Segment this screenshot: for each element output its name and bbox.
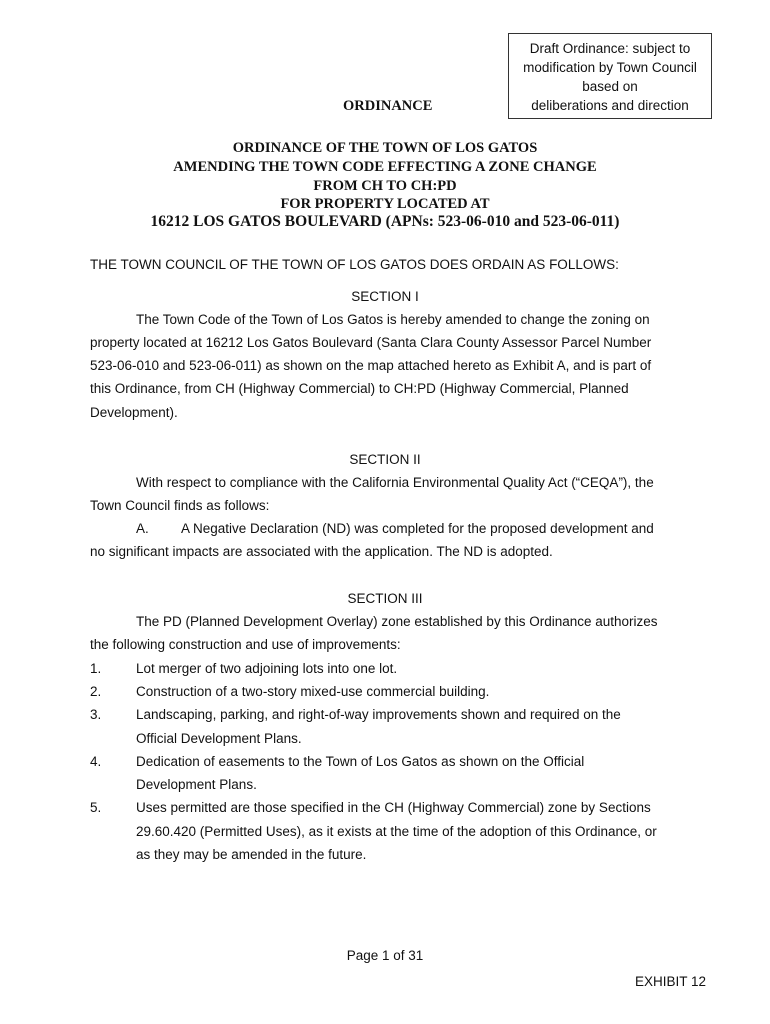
list-item-text: Dedication of easements to the Town of Los Gatos as shown on the Official: [136, 754, 585, 769]
title-line-1: ORDINANCE OF THE TOWN OF LOS GATOS: [232, 140, 538, 156]
draft-note-line: deliberations and direction: [531, 98, 689, 113]
draft-note-line: modification by Town Council: [523, 60, 697, 75]
list-item-number: 3.: [90, 707, 102, 722]
list-item-number: 1.: [90, 661, 102, 676]
section-2-item-a-line: no significant impacts are associated with the application. The ND is adopted.: [90, 544, 553, 559]
draft-note-line: based on: [582, 79, 638, 94]
list-item-text: Uses permitted are those specified in the CH (Highway Commercial) zone by Sections: [136, 800, 651, 815]
preamble: THE TOWN COUNCIL OF THE TOWN OF LOS GATOS DOES ORDAIN AS FOLLOWS:: [90, 257, 619, 272]
list-item-number: 4.: [90, 754, 102, 769]
section-1-line: The Town Code of the Town of Los Gatos is hereby amended to change the zoning on: [136, 312, 650, 327]
page-number: Page 1 of 31: [346, 948, 424, 963]
exhibit-label: EXHIBIT 12: [635, 974, 707, 989]
section-3-line: The PD (Planned Development Overlay) zone established by this Ordinance authorizes: [136, 614, 658, 629]
section-1-line: this Ordinance, from CH (Highway Commercial) to CH:PD (Highway Commercial, Planned: [90, 381, 629, 396]
section-3-heading: SECTION III: [347, 591, 423, 606]
list-item-text: Lot merger of two adjoining lots into one lot.: [136, 661, 398, 676]
title-line-4: FOR PROPERTY LOCATED AT: [280, 196, 490, 212]
draft-note-line: Draft Ordinance: subject to: [529, 41, 691, 56]
list-item-text: Construction of a two-story mixed-use commercial building.: [136, 684, 490, 699]
title-line-5: 16212 LOS GATOS BOULEVARD (APNs: 523-06-010 and 523-06-011): [150, 213, 620, 230]
section-2-line: With respect to compliance with the California Environmental Quality Act (“CEQA”), the: [136, 475, 654, 490]
list-item-text: Landscaping, parking, and right-of-way improvements shown and required on the: [136, 707, 621, 722]
section-1-heading: SECTION I: [351, 289, 419, 304]
section-3-line: the following construction and use of improvements:: [90, 637, 401, 652]
section-2-item-a-label: A.: [136, 521, 149, 536]
list-item-text: Development Plans.: [136, 777, 257, 792]
section-2-line: Town Council finds as follows:: [90, 498, 270, 513]
section-2-item-a-line: A Negative Declaration (ND) was completed for the proposed development and: [181, 521, 654, 536]
list-item-text: as they may be amended in the future.: [136, 847, 367, 862]
page-heading: ORDINANCE: [343, 98, 433, 114]
title-line-3: FROM CH TO CH:PD: [313, 178, 457, 194]
list-item-number: 2.: [90, 684, 102, 699]
list-item-text: Official Development Plans.: [136, 731, 302, 746]
section-1-line: Development).: [90, 405, 178, 420]
section-1-line: property located at 16212 Los Gatos Boulevard (Santa Clara County Assessor Parcel Number: [90, 335, 652, 350]
section-1-line: 523-06-010 and 523-06-011) as shown on the map attached hereto as Exhibit A, and is part of: [90, 358, 652, 373]
draft-note-box: [508, 33, 712, 119]
list-item-text: 29.60.420 (Permitted Uses), as it exists at the time of the adoption of this Ordinance, or: [136, 824, 657, 839]
title-line-2: AMENDING THE TOWN CODE EFFECTING A ZONE CHANGE: [173, 159, 597, 175]
section-2-heading: SECTION II: [349, 452, 421, 467]
list-item-number: 5.: [90, 800, 102, 815]
